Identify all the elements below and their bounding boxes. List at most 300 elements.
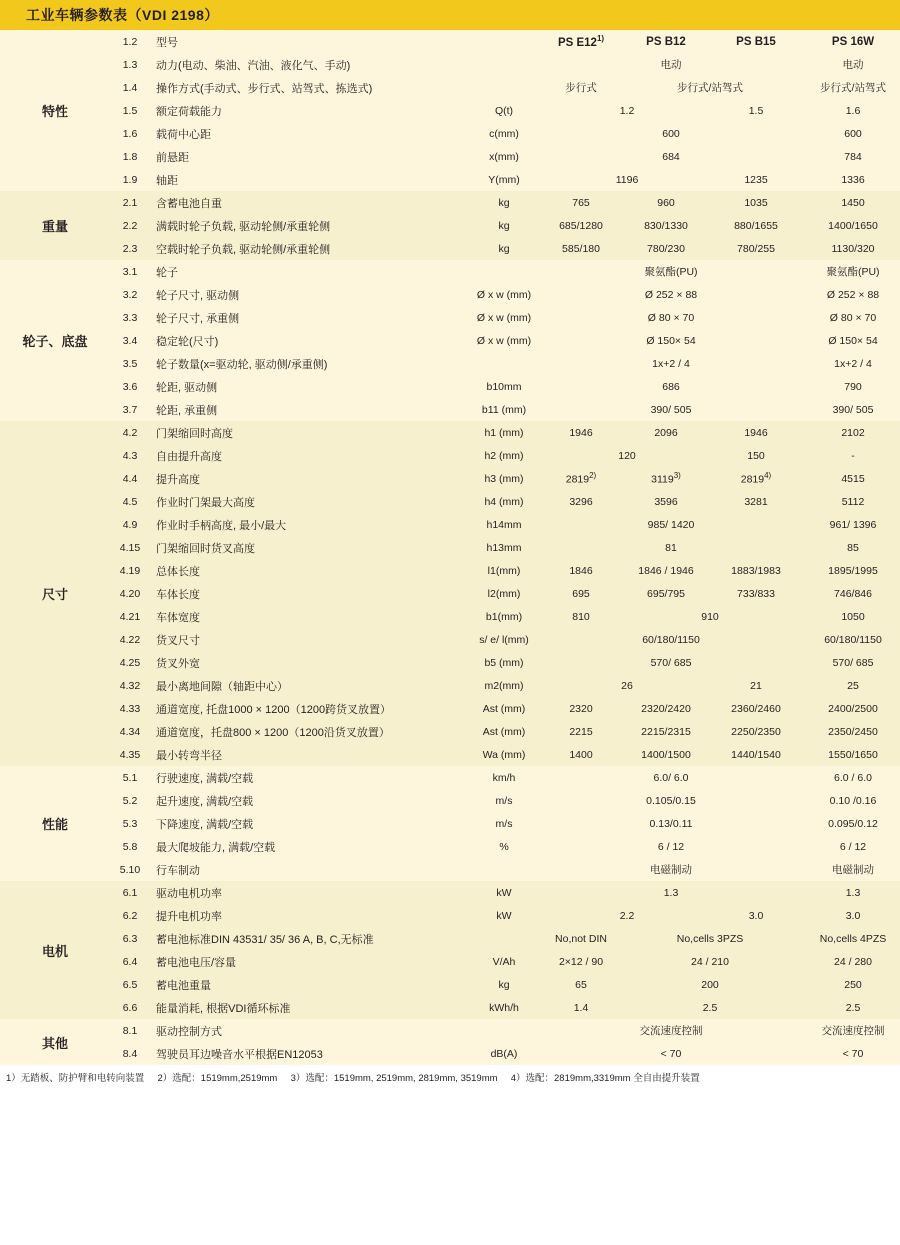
value-cell: 25 xyxy=(847,679,859,692)
row-description: 轮子尺寸, 驱动侧 xyxy=(156,289,240,302)
row-description: 通道宽度, 托盘1000 × 1200（1200跨货叉放置） xyxy=(156,703,392,716)
value-cell: 1400/1500 xyxy=(641,748,691,761)
table-row xyxy=(0,605,900,628)
value-cell: 21 xyxy=(750,679,762,692)
value-cell: 1450 xyxy=(841,196,865,209)
row-unit: m2(mm) xyxy=(484,679,524,692)
table-row xyxy=(0,375,900,398)
row-description: 行驶速度, 满载/空载 xyxy=(156,772,254,785)
value-cell: 830/1330 xyxy=(644,219,688,232)
row-number: 4.21 xyxy=(119,610,141,623)
footnote-1: 1）无踏板、防护臂和电转向装置 xyxy=(6,1073,145,1084)
row-description: 提升电机功率 xyxy=(156,910,222,923)
row-description: 货叉尺寸 xyxy=(156,634,200,647)
value-cell: 聚氨酯(PU) xyxy=(644,266,698,278)
row-description: 稳定轮(尺寸) xyxy=(156,335,219,348)
row-description: 轮子数量(x=驱动轮, 驱动侧/承重侧) xyxy=(156,358,328,371)
value-cell: 1846 xyxy=(569,564,593,577)
value-cell: 81 xyxy=(665,541,677,554)
footnote-3: 3）选配：1519mm, 2519mm, 2819mm, 3519mm xyxy=(290,1073,498,1084)
value-cell: 0.10 /0.16 xyxy=(829,794,877,807)
value-cell: 390/ 505 xyxy=(832,403,874,416)
row-description: 轮距, 承重侧 xyxy=(156,404,218,417)
value-cell: Ø 80 × 70 xyxy=(829,311,877,324)
value-cell: 961/ 1396 xyxy=(829,518,877,531)
footnotes xyxy=(0,1065,900,1086)
value-cell: 600 xyxy=(844,127,862,140)
section-label: 其他 xyxy=(41,1035,68,1051)
value-cell: 390/ 505 xyxy=(650,403,692,416)
row-unit: kg xyxy=(498,242,510,255)
value-cell: 780/255 xyxy=(737,242,775,255)
value-cell: 2×12 / 90 xyxy=(558,955,604,968)
row-number: 1.2 xyxy=(122,35,138,48)
row-description: 能量消耗, 根据VDI循环标准 xyxy=(156,1002,291,1015)
row-number: 6.3 xyxy=(122,932,138,945)
row-number: 8.1 xyxy=(122,1024,138,1037)
table-row xyxy=(0,651,900,674)
table-row xyxy=(0,398,900,421)
table-row xyxy=(0,329,900,352)
value-cell: 电磁制动 xyxy=(832,864,874,876)
row-number: 5.2 xyxy=(122,794,138,807)
row-description: 作业时门架最大高度 xyxy=(156,496,255,509)
value-cell: 2215 xyxy=(569,725,593,738)
row-description: 驱动控制方式 xyxy=(156,1025,222,1038)
row-unit: kWh/h xyxy=(489,1001,519,1014)
value-cell: Ø 80 × 70 xyxy=(647,311,695,324)
value-cell: 6.0 / 6.0 xyxy=(834,771,872,784)
footnote-marker: 3) xyxy=(673,471,681,481)
value-cell: 2102 xyxy=(841,426,865,439)
row-description: 车体宽度 xyxy=(156,611,200,624)
row-unit: kW xyxy=(496,909,512,922)
row-unit: kW xyxy=(496,886,512,899)
row-number: 3.4 xyxy=(122,334,138,347)
value-cell: 960 xyxy=(657,196,675,209)
value-cell: 1.4 xyxy=(573,1001,589,1014)
value-cell: PS 16W xyxy=(831,35,875,48)
value-cell: 2400/2500 xyxy=(828,702,878,715)
table-row xyxy=(0,145,900,168)
value-cell: 733/833 xyxy=(737,587,775,600)
value-cell: 1336 xyxy=(841,173,865,186)
table-row xyxy=(0,996,900,1019)
value-cell: 4515 xyxy=(841,472,865,485)
row-unit: l2(mm) xyxy=(487,587,521,600)
row-unit: Ø x w (mm) xyxy=(476,334,532,347)
row-description: 门架缩回时高度 xyxy=(156,427,233,440)
value-cell: 1846 / 1946 xyxy=(638,564,694,577)
value-cell: 0.105/0.15 xyxy=(646,794,696,807)
row-unit: m/s xyxy=(495,817,513,830)
row-number: 4.34 xyxy=(119,725,141,738)
value-cell: 电磁制动 xyxy=(650,864,692,876)
row-description: 作业时手柄高度, 最小/最大 xyxy=(156,519,287,532)
section-label: 性能 xyxy=(41,817,68,832)
table-row xyxy=(0,720,900,743)
page-title xyxy=(0,0,900,30)
row-number: 4.4 xyxy=(122,472,138,485)
value-cell: 电动 xyxy=(660,59,682,71)
value-cell: 880/1655 xyxy=(734,219,778,232)
row-unit: h13mm xyxy=(486,541,522,554)
row-description: 蓄电池标准DIN 43531/ 35/ 36 A, B, C,无标准 xyxy=(156,933,374,946)
value-cell: 985/ 1420 xyxy=(647,518,695,531)
value-cell: 685/1280 xyxy=(559,219,603,232)
value-cell: 695/795 xyxy=(647,587,685,600)
value-cell: 2819$^{4)}$ xyxy=(740,471,772,486)
value-cell: 1550/1650 xyxy=(828,748,878,761)
table-row xyxy=(0,444,900,467)
value-cell: 65 xyxy=(575,978,587,991)
row-description: 最大爬坡能力, 满载/空载 xyxy=(156,841,276,854)
value-cell: 2.5 xyxy=(845,1001,861,1014)
row-number: 4.20 xyxy=(119,587,141,600)
table-row xyxy=(0,559,900,582)
value-cell: 3.0 xyxy=(748,909,764,922)
row-number: 3.7 xyxy=(122,403,138,416)
value-cell: 1400/1650 xyxy=(828,219,878,232)
row-number: 3.1 xyxy=(122,265,138,278)
row-unit: V/Ah xyxy=(492,955,516,968)
row-unit: s/ e/ l(mm) xyxy=(479,633,529,646)
row-unit: h2 (mm) xyxy=(484,449,524,462)
value-cell: Ø 252 × 88 xyxy=(826,288,880,301)
table-row xyxy=(0,490,900,513)
row-number: 4.9 xyxy=(122,518,138,531)
table-row xyxy=(0,674,900,697)
row-description: 货叉外宽 xyxy=(156,657,200,670)
row-number: 5.1 xyxy=(122,771,138,784)
value-cell: 1.2 xyxy=(619,104,635,117)
row-description: 操作方式(手动式、步行式、站驾式、拣选式) xyxy=(156,82,373,95)
row-unit: b5 (mm) xyxy=(484,656,524,669)
value-cell: 1x+2 / 4 xyxy=(834,357,872,370)
table-row xyxy=(0,76,900,99)
row-unit xyxy=(466,1019,542,1042)
value-cell: 1895/1995 xyxy=(828,564,878,577)
row-description: 蓄电池电压/容量 xyxy=(156,956,237,969)
row-description: 通道宽度，托盘800 × 1200（1200沿货叉放置） xyxy=(156,726,390,739)
value-cell: 1946 xyxy=(569,426,593,439)
value-cell: 60/180/1150 xyxy=(824,633,882,646)
row-description: 型号 xyxy=(156,36,178,49)
row-description: 蓄电池重量 xyxy=(156,979,211,992)
row-unit: Ø x w (mm) xyxy=(476,311,532,324)
value-cell: 1196 xyxy=(615,173,639,186)
row-description: 总体长度 xyxy=(156,565,200,578)
value-cell: 120 xyxy=(618,449,636,462)
row-description: 轮子 xyxy=(156,266,178,279)
value-cell: 2.5 xyxy=(702,1001,718,1014)
value-cell: 746/846 xyxy=(834,587,872,600)
footnote-marker: 2) xyxy=(589,471,597,481)
row-description: 载荷中心距 xyxy=(156,128,211,141)
value-cell: 1440/1540 xyxy=(731,748,781,761)
row-number: 4.15 xyxy=(119,541,141,554)
table-row xyxy=(0,306,900,329)
value-cell: 2320/2420 xyxy=(641,702,691,715)
row-number: 5.8 xyxy=(122,840,138,853)
row-number: 4.25 xyxy=(119,656,141,669)
row-unit: km/h xyxy=(492,771,516,784)
row-unit: dB(A) xyxy=(490,1047,518,1060)
row-description: 满载时轮子负载, 驱动轮侧/承重轮侧 xyxy=(156,220,331,233)
row-unit: b10mm xyxy=(486,380,522,393)
section-label: 轮子、底盘 xyxy=(22,334,88,349)
row-number: 4.32 xyxy=(119,679,141,692)
value-cell: 85 xyxy=(847,541,859,554)
row-number: 6.2 xyxy=(122,909,138,922)
value-cell: 聚氨酯(PU) xyxy=(826,266,880,278)
value-cell: 24 / 210 xyxy=(691,955,729,968)
row-number: 2.1 xyxy=(122,196,138,209)
section-label: 尺寸 xyxy=(41,587,68,602)
row-number: 6.4 xyxy=(122,955,138,968)
value-cell: 3596 xyxy=(654,495,678,508)
table-row xyxy=(0,283,900,306)
row-number: 4.3 xyxy=(122,449,138,462)
value-cell: 1050 xyxy=(841,610,865,623)
row-description: 轮距, 驱动侧 xyxy=(156,381,218,394)
value-cell: No,cells 3PZS xyxy=(676,932,744,945)
section-label: 重量 xyxy=(41,219,68,234)
value-cell: - xyxy=(851,449,855,462)
value-cell: No,cells 4PZS xyxy=(819,932,887,945)
table-row xyxy=(0,237,900,260)
row-number: 4.5 xyxy=(122,495,138,508)
row-unit: Ast (mm) xyxy=(482,702,526,715)
row-description: 轮子尺寸, 承重侧 xyxy=(156,312,240,325)
value-cell: 2.2 xyxy=(619,909,635,922)
row-unit: % xyxy=(499,840,509,853)
value-cell: Ø 150× 54 xyxy=(646,334,696,347)
value-cell: 2215/2315 xyxy=(641,725,691,738)
row-unit: c(mm) xyxy=(489,127,519,140)
value-cell: 步行式 xyxy=(565,82,597,94)
row-number: 3.6 xyxy=(122,380,138,393)
value-cell: 1.5 xyxy=(748,104,764,117)
row-number: 1.6 xyxy=(122,127,138,140)
row-description: 轴距 xyxy=(156,174,178,187)
value-cell: 686 xyxy=(662,380,680,393)
row-number: 1.8 xyxy=(122,150,138,163)
row-description: 前悬距 xyxy=(156,151,189,164)
row-unit: h4 (mm) xyxy=(484,495,524,508)
value-cell: 6.0/ 6.0 xyxy=(653,771,689,784)
table-row xyxy=(0,766,900,789)
row-unit xyxy=(466,927,542,950)
row-description: 门架缩回时货叉高度 xyxy=(156,542,255,555)
row-number: 4.22 xyxy=(119,633,141,646)
row-description: 下降速度, 满载/空载 xyxy=(156,818,254,831)
value-cell: 1130/320 xyxy=(831,242,875,255)
table-row xyxy=(0,927,900,950)
value-cell: < 70 xyxy=(660,1047,682,1060)
row-unit xyxy=(466,53,542,76)
value-cell: 810 xyxy=(572,610,590,623)
value-cell: 570/ 685 xyxy=(650,656,692,669)
value-cell: 3281 xyxy=(744,495,768,508)
row-number: 3.5 xyxy=(122,357,138,370)
row-description: 额定荷载能力 xyxy=(156,105,222,118)
row-description: 最小离地间隙（轴距中心） xyxy=(156,680,288,693)
row-description: 自由提升高度 xyxy=(156,450,222,463)
section-label: 电机 xyxy=(41,943,68,959)
row-number: 5.10 xyxy=(119,863,141,876)
row-number: 2.2 xyxy=(122,219,138,232)
value-cell: 交流速度控制 xyxy=(821,1025,885,1037)
row-description: 动力(电动、柴油、汽油、液化气、手动) xyxy=(156,59,351,72)
row-unit: Ø x w (mm) xyxy=(476,288,532,301)
row-number: 6.5 xyxy=(122,978,138,991)
value-cell: 600 xyxy=(662,127,680,140)
row-number: 1.4 xyxy=(122,81,138,94)
table-row xyxy=(0,260,900,283)
row-unit xyxy=(466,260,542,283)
row-number: 4.35 xyxy=(119,748,141,761)
value-cell: 1946 xyxy=(744,426,768,439)
table-row xyxy=(0,628,900,651)
row-unit: Q(t) xyxy=(494,104,514,117)
value-cell: 60/180/1150 xyxy=(642,633,700,646)
table-row xyxy=(0,789,900,812)
table-row xyxy=(0,904,900,927)
value-cell: 6 / 12 xyxy=(657,840,685,853)
footnote-4: 4）选配：2819mm,3319mm 全自由提升装置 xyxy=(510,1073,700,1084)
table-row xyxy=(0,881,900,904)
table-row xyxy=(0,1042,900,1065)
value-cell: 1883/1983 xyxy=(731,564,781,577)
row-unit: x(mm) xyxy=(489,150,519,163)
row-unit: kg xyxy=(498,219,510,232)
table-row xyxy=(0,835,900,858)
table-row xyxy=(0,1019,900,1042)
value-cell: 1.3 xyxy=(663,886,679,899)
table-row xyxy=(0,536,900,559)
value-cell: 585/180 xyxy=(562,242,600,255)
value-cell: 200 xyxy=(701,978,719,991)
footnote-marker: 4) xyxy=(764,471,772,481)
value-cell: No,not DIN xyxy=(555,932,607,945)
table-row xyxy=(0,122,900,145)
value-cell: 765 xyxy=(572,196,590,209)
row-number: 3.2 xyxy=(122,288,138,301)
row-number: 2.3 xyxy=(122,242,138,255)
row-unit: kg xyxy=(498,196,510,209)
value-cell: 1.6 xyxy=(845,104,861,117)
row-unit: m/s xyxy=(495,794,513,807)
row-unit: b1(mm) xyxy=(485,610,523,623)
value-cell: Ø 252 × 88 xyxy=(644,288,698,301)
row-unit: kg xyxy=(498,978,510,991)
table-row xyxy=(0,191,900,214)
table-row xyxy=(0,30,900,53)
table-row xyxy=(0,973,900,996)
value-cell: 2819$^{2)}$ xyxy=(565,471,597,486)
row-unit: h14mm xyxy=(486,518,522,531)
table-row xyxy=(0,743,900,766)
table-row xyxy=(0,53,900,76)
value-cell: 1x+2 / 4 xyxy=(652,357,690,370)
row-description: 空载时轮子负载, 驱动轮侧/承重轮侧 xyxy=(156,243,331,256)
value-cell: 780/230 xyxy=(647,242,685,255)
row-number: 1.5 xyxy=(122,104,138,117)
value-cell: PS B15 xyxy=(736,35,776,48)
spec-table xyxy=(0,30,900,1065)
value-cell: 2320 xyxy=(569,702,593,715)
row-unit: l1(mm) xyxy=(487,564,521,577)
row-number: 4.33 xyxy=(119,702,141,715)
table-row xyxy=(0,697,900,720)
table-row xyxy=(0,421,900,444)
page-title-text: 工业车辆参数表（VDI 2198） xyxy=(26,7,219,23)
value-cell: 1.3 xyxy=(845,886,861,899)
value-cell: 3119$^{3)}$ xyxy=(651,471,681,486)
table-row xyxy=(0,214,900,237)
value-cell: 2250/2350 xyxy=(731,725,781,738)
table-row xyxy=(0,950,900,973)
value-cell: 910 xyxy=(701,610,719,623)
footnote-2: 2）选配：1519mm,2519mm xyxy=(157,1073,278,1084)
value-cell: Ø 150× 54 xyxy=(828,334,878,347)
row-number: 4.19 xyxy=(119,564,141,577)
row-unit xyxy=(466,858,542,881)
value-cell: 2350/2450 xyxy=(828,725,878,738)
row-description: 最小转弯半径 xyxy=(156,749,222,762)
row-description: 驱动电机功率 xyxy=(156,887,222,900)
value-cell: 5112 xyxy=(841,495,865,508)
row-description: 起升速度, 满载/空载 xyxy=(156,795,254,808)
row-description: 含蓄电池自重 xyxy=(156,197,222,210)
row-unit: h3 (mm) xyxy=(484,472,524,485)
row-description: 提升高度 xyxy=(156,473,200,486)
value-cell: 3.0 xyxy=(845,909,861,922)
footnote-marker: 1) xyxy=(596,34,605,44)
row-description: 驾驶员耳边噪音水平根据EN12053 xyxy=(156,1048,323,1061)
row-number: 1.9 xyxy=(122,173,138,186)
table-row xyxy=(0,352,900,375)
value-cell: 150 xyxy=(747,449,765,462)
row-number: 6.1 xyxy=(122,886,138,899)
value-cell: 26 xyxy=(621,679,633,692)
value-cell: < 70 xyxy=(842,1047,864,1060)
table-row xyxy=(0,99,900,122)
value-cell: 6 / 12 xyxy=(839,840,867,853)
value-cell: 3296 xyxy=(569,495,593,508)
value-cell: 1235 xyxy=(744,173,768,186)
value-cell: 步行式/站驾式 xyxy=(677,82,743,94)
row-unit xyxy=(466,76,542,99)
row-description: 车体长度 xyxy=(156,588,200,601)
row-number: 1.3 xyxy=(122,58,138,71)
value-cell: 784 xyxy=(844,150,862,163)
table-row xyxy=(0,858,900,881)
value-cell: 交流速度控制 xyxy=(639,1025,703,1037)
row-unit: b11 (mm) xyxy=(481,403,527,416)
value-cell: 1400 xyxy=(569,748,593,761)
table-row xyxy=(0,582,900,605)
value-cell: 2096 xyxy=(654,426,678,439)
row-number: 4.2 xyxy=(122,426,138,439)
value-cell: 2360/2460 xyxy=(731,702,781,715)
value-cell: 1035 xyxy=(744,196,768,209)
value-cell: 790 xyxy=(844,380,862,393)
table-row xyxy=(0,467,900,490)
value-cell: 695 xyxy=(572,587,590,600)
row-description: 行车制动 xyxy=(156,864,200,877)
